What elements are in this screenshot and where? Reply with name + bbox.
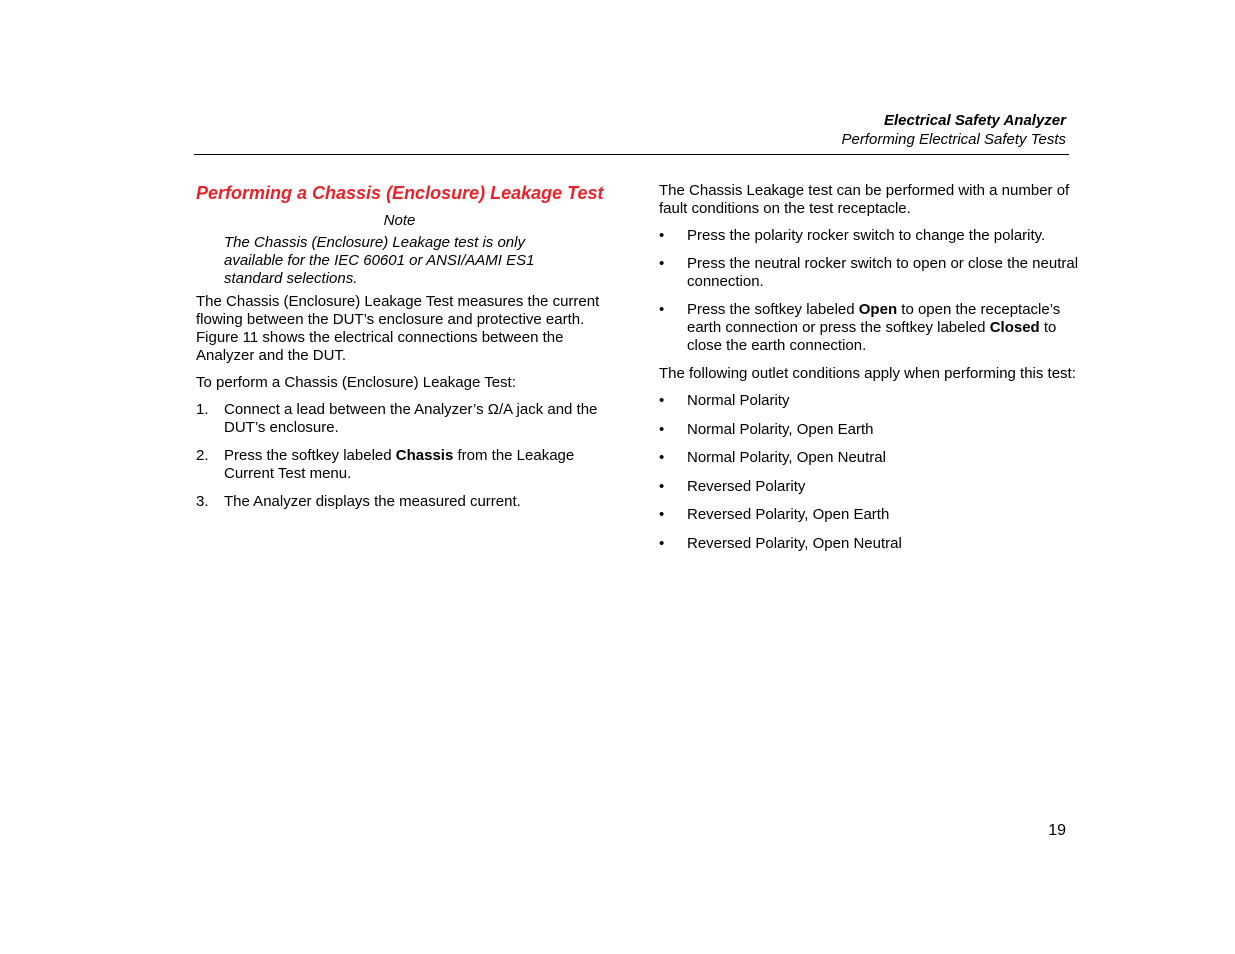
softkey-name: Open xyxy=(858,301,898,318)
list-item xyxy=(659,506,1079,524)
procedure-steps xyxy=(196,401,606,511)
condition-text: Reversed Polarity xyxy=(687,477,806,495)
softkey-name: Closed xyxy=(989,319,1040,336)
note-label: Note xyxy=(383,212,416,229)
bullet-icon: • xyxy=(659,534,665,552)
fault-list xyxy=(659,227,1079,355)
section-heading: Performing a Chassis (Enclosure) Leakage Test xyxy=(196,183,604,203)
step-text: Press the softkey labeled xyxy=(224,447,396,464)
fault-paragraph: The Chassis Leakage test can be performed with a number of fault conditions on the test receptacle. xyxy=(659,182,1070,217)
bullet-text: Press the neutral rocker switch to open or close the neutral connection. xyxy=(687,255,1079,290)
bullet-icon: • xyxy=(659,477,665,495)
bullet-text: to close the earth connection. xyxy=(687,319,1057,354)
left-column xyxy=(196,180,606,521)
bullet-text: to open the receptacle’s earth connection or press the softkey labeled xyxy=(687,301,1061,336)
step-text: Connect a lead between the Analyzer’s Ω/A jack and the DUT’s enclosure. xyxy=(224,401,598,436)
list-item xyxy=(659,227,1079,245)
bullet-icon: • xyxy=(659,392,665,409)
list-item xyxy=(659,535,1079,553)
running-header xyxy=(841,111,1066,149)
step-text: from the Leakage Current Test menu. xyxy=(224,447,575,482)
step-item xyxy=(196,401,606,437)
procedure-intro: To perform a Chassis (Enclosure) Leakage Test: xyxy=(196,374,516,391)
step-item xyxy=(196,493,606,511)
condition-text: Normal Polarity xyxy=(687,392,790,409)
bullet-text: Press the softkey labeled xyxy=(687,301,859,318)
header-title: Electrical Safety Analyzer xyxy=(883,112,1066,129)
step-text: The Analyzer displays the measured current. xyxy=(224,493,521,510)
condition-text: Reversed Polarity, Open Neutral xyxy=(687,534,902,552)
bullet-icon: • xyxy=(659,420,665,438)
bullet-icon: • xyxy=(659,301,665,318)
step-number: 2. xyxy=(196,447,209,464)
step-number: 1. xyxy=(196,401,209,418)
bullet-text: Press the polarity rocker switch to change the polarity. xyxy=(687,227,1046,244)
list-item xyxy=(659,421,1079,439)
list-item xyxy=(659,449,1079,467)
bullet-icon: • xyxy=(659,227,665,244)
condition-text: Reversed Polarity, Open Earth xyxy=(687,506,890,523)
step-number: 3. xyxy=(196,493,209,510)
note-text: The Chassis (Enclosure) Leakage test is only available for the IEC 60601 or ANSI/AAMI ES1 standard selections. xyxy=(224,234,535,287)
condition-text: Normal Polarity, Open Earth xyxy=(687,420,874,438)
header-rule xyxy=(194,154,1069,155)
intro-paragraph: The Chassis (Enclosure) Leakage Test measures the current flowing between the DUT’s enclosure and protective earth. Figure 11 shows the electrical connections between the Analyzer and the DUT. xyxy=(196,293,600,364)
page-number: 19 xyxy=(1048,822,1066,839)
conditions-list xyxy=(659,392,1079,553)
bullet-icon: • xyxy=(659,449,665,466)
right-column xyxy=(659,182,1079,563)
list-item xyxy=(659,255,1079,291)
list-item xyxy=(659,392,1079,410)
list-item xyxy=(659,478,1079,496)
bullet-icon: • xyxy=(659,506,665,523)
list-item xyxy=(659,301,1079,355)
bullet-icon: • xyxy=(659,255,665,272)
softkey-name: Chassis xyxy=(395,447,454,464)
step-item xyxy=(196,447,606,483)
condition-text: Normal Polarity, Open Neutral xyxy=(687,449,886,466)
conditions-paragraph: The following outlet conditions apply when performing this test: xyxy=(659,365,1076,382)
header-subtitle: Performing Electrical Safety Tests xyxy=(841,131,1066,148)
